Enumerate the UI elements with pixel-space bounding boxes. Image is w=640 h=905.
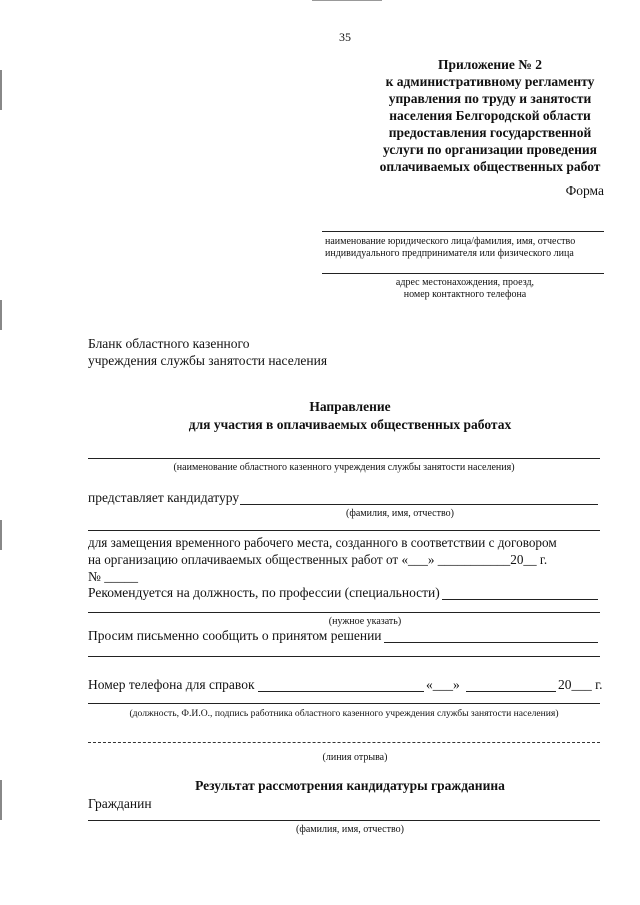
agency-line <box>88 458 600 459</box>
blank-line: учреждения службы занятости населения <box>88 353 328 368</box>
employer-line <box>322 231 604 232</box>
scan-edge-mark <box>0 780 2 820</box>
body-line-2: на организацию оплачиваемых общественных работ от «___» ___________20__ г. <box>88 552 548 567</box>
result-title: Результат рассмотрения кандидатуры гражданина <box>195 778 505 793</box>
body-line-1: для замещения временного рабочего места, созданного в соответствии с договором <box>88 535 557 550</box>
decision-line <box>384 642 598 643</box>
candidate-line <box>240 504 598 505</box>
fio-caption: (фамилия, имя, отчество) <box>346 508 454 519</box>
blank-line: Бланк областного казенного <box>88 336 250 351</box>
recommend-label: Рекомендуется на должность, по профессии (специальности) <box>88 585 440 600</box>
appendix-line: предоставления государственной <box>388 125 592 140</box>
scan-top-line <box>312 0 382 1</box>
year-label: 20___ г. <box>558 677 603 692</box>
position-line-2 <box>88 612 600 613</box>
tear-caption: (линия отрыва) <box>322 752 388 763</box>
title-line: Направление <box>309 399 391 414</box>
address-line <box>322 273 604 274</box>
appendix-line: управления по труду и занятости <box>388 91 592 106</box>
phone-line <box>258 691 424 692</box>
signature-line <box>88 703 600 704</box>
candidate-line-2 <box>88 530 600 531</box>
date-month-line <box>466 691 556 692</box>
number-field: № _____ <box>88 569 139 584</box>
employer-caption <box>325 236 615 260</box>
citizen-label: Гражданин <box>88 796 152 811</box>
citizen-caption: (фамилия, имя, отчество) <box>296 824 404 835</box>
tear-line <box>88 742 600 743</box>
scan-edge-mark <box>0 520 2 550</box>
citizen-line <box>88 820 600 821</box>
address-caption <box>330 277 600 301</box>
appendix-line: населения Белгородской области <box>389 108 591 123</box>
forma-label: Форма <box>565 183 604 198</box>
presents-label: представляет кандидатуру <box>88 490 240 505</box>
position-line <box>442 599 598 600</box>
decision-line-2 <box>88 656 600 657</box>
request-label: Просим письменно сообщить о принятом решении <box>88 628 382 643</box>
phone-label: Номер телефона для справок <box>88 677 255 692</box>
address-caption-line: адрес местонахождения, проезд, <box>395 277 535 288</box>
address-caption-line: номер контактного телефона <box>403 289 527 300</box>
appendix-line: оплачиваемых общественных работ <box>379 159 601 174</box>
page-number: 35 <box>339 30 351 44</box>
scan-edge-mark <box>0 70 2 110</box>
appendix-line: услуги по организации проведения <box>383 142 597 157</box>
date-quote: «___» <box>426 677 460 692</box>
appendix-header <box>360 56 620 175</box>
signature-caption: (должность, Ф.И.О., подпись работника областного казенного учреждения службы занятости населения) <box>129 708 559 719</box>
agency-caption: (наименование областного казенного учреждения службы занятости населения) <box>173 462 515 473</box>
specify-caption: (нужное указать) <box>328 616 402 627</box>
blank-label <box>88 335 327 369</box>
appendix-line: к административному регламенту <box>385 74 595 89</box>
document-title <box>100 398 600 434</box>
title-line: для участия в оплачиваемых общественных работах <box>188 417 512 432</box>
appendix-line: Приложение № 2 <box>438 57 542 72</box>
employer-caption-line: индивидуального предпринимателя или физического лица <box>325 248 574 259</box>
employer-caption-line: наименование юридического лица/фамилия, имя, отчество <box>325 236 576 247</box>
scan-edge-mark <box>0 300 2 330</box>
